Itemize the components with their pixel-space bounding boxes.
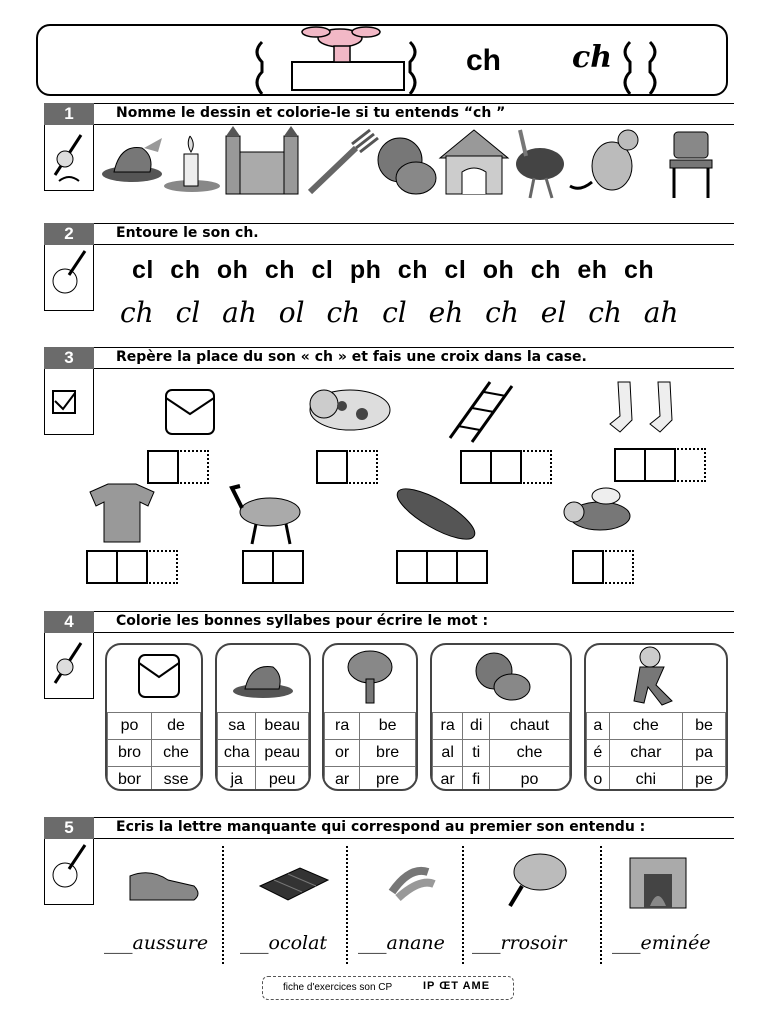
footer-logo: IP ŒT AME <box>423 980 491 992</box>
syllable[interactable]: di <box>463 713 490 740</box>
syllable[interactable]: ra <box>433 713 463 740</box>
syllable[interactable]: che <box>490 740 570 767</box>
syllable[interactable]: be <box>360 713 416 740</box>
syllable[interactable]: ja <box>218 767 256 792</box>
exercise5-pictures <box>110 846 730 916</box>
artichoke-icon <box>378 138 436 194</box>
word-separator <box>222 846 224 964</box>
section-3-instruction: Repère la place du son « ch » et fais une croix dans la case. <box>116 349 587 365</box>
scarf-icon <box>586 645 726 707</box>
footer-badge <box>262 976 514 1000</box>
pencil-icon <box>45 125 93 189</box>
watering-can-icon <box>510 854 566 906</box>
pencil-icon <box>45 245 93 309</box>
syllable-card-artichoke <box>430 643 572 791</box>
footer-text: fiche d'exercices son CP <box>283 982 393 993</box>
exercise3-pictures-row1 <box>80 376 720 446</box>
syllable[interactable]: or <box>325 740 360 767</box>
syllable[interactable]: peau <box>256 740 309 767</box>
exercise3-cells-shirt[interactable] <box>86 550 176 584</box>
chair-icon <box>670 132 712 198</box>
section-4-number: 4 <box>44 611 94 633</box>
syllable[interactable]: pa <box>683 740 726 767</box>
syllable-table <box>107 712 201 791</box>
section-2-instruction: Entoure le son ch. <box>116 225 259 241</box>
exercise2-print-syllables: cl ch oh ch cl ph ch cl oh ch eh ch <box>132 256 655 284</box>
syllable[interactable]: o <box>587 767 610 792</box>
word-separator <box>346 846 348 964</box>
pencil-icon <box>45 839 93 903</box>
cow-icon <box>310 390 390 430</box>
tree-icon <box>324 645 416 707</box>
syllable[interactable]: ar <box>325 767 360 792</box>
syllable[interactable]: bor <box>108 767 152 792</box>
section-1-instruction: Nomme le dessin et colorie-le si tu entends “ch ” <box>116 105 506 121</box>
exercise3-cells-socks[interactable] <box>614 448 704 482</box>
kennel-icon <box>440 130 508 194</box>
exercise3-cells-bee[interactable] <box>572 550 632 584</box>
missing-letter-word[interactable]: ___ocolat <box>240 932 328 954</box>
syllable[interactable]: po <box>108 713 152 740</box>
section-4-instruction: Colorie les bonnes syllabes pour écrire le mot : <box>116 613 489 629</box>
syllable[interactable]: chaut <box>490 713 570 740</box>
syllable-table <box>324 712 416 791</box>
exercise3-pictures-row2 <box>80 478 720 548</box>
section-1-number: 1 <box>44 103 94 125</box>
exercise2-cursive-syllables: ch cl ah ol ch cl eh ch el ch ah <box>120 296 679 329</box>
missing-letter-word[interactable]: ___anane <box>358 932 445 954</box>
syllable[interactable]: peu <box>256 767 309 792</box>
section-2-side-box <box>44 245 94 311</box>
section-2-number: 2 <box>44 223 94 245</box>
syllable-table <box>586 712 726 791</box>
syllable[interactable]: che <box>152 740 201 767</box>
kangaroo-icon <box>570 130 638 190</box>
section-1-side-box <box>44 125 94 191</box>
pencil-icon <box>45 633 93 697</box>
syllable-card-scarf <box>584 643 728 791</box>
syllable[interactable]: char <box>609 740 682 767</box>
pocket-icon <box>107 645 201 707</box>
syllable[interactable]: ti <box>463 740 490 767</box>
castle-icon <box>226 126 298 194</box>
socks-icon <box>610 382 672 432</box>
artichoke-icon <box>432 645 570 707</box>
chocolate-icon <box>260 868 328 900</box>
ladder-icon <box>450 382 512 442</box>
section-5-number: 5 <box>44 817 94 839</box>
puzzle-title-icon <box>250 22 680 100</box>
ostrich-icon <box>516 130 564 198</box>
syllable[interactable]: chi <box>609 767 682 792</box>
banana-icon <box>392 871 434 898</box>
pocket-icon <box>166 390 214 434</box>
missing-letter-word[interactable]: ___aussure <box>104 932 209 954</box>
syllable-table <box>432 712 570 791</box>
syllable[interactable]: a <box>587 713 610 740</box>
syllable[interactable]: bro <box>108 740 152 767</box>
hat-icon <box>217 645 309 707</box>
fork-icon <box>310 130 378 192</box>
missing-letter-word[interactable]: ___rrosoir <box>472 932 567 954</box>
hat-icon <box>102 138 162 182</box>
shirt-icon <box>90 484 154 542</box>
syllable[interactable]: be <box>683 713 726 740</box>
syllable[interactable]: é <box>587 740 610 767</box>
shoe-icon <box>130 873 198 900</box>
syllable[interactable]: po <box>490 767 570 792</box>
syllable[interactable]: de <box>152 713 201 740</box>
word-separator <box>462 846 464 964</box>
title-cursive-ch: ch <box>572 40 613 75</box>
syllable[interactable]: sa <box>218 713 256 740</box>
candle-icon <box>164 136 220 192</box>
section-3-number: 3 <box>44 347 94 369</box>
bee-icon <box>564 488 630 530</box>
section-5-side-box <box>44 839 94 905</box>
syllable[interactable]: pre <box>360 767 416 792</box>
syllable[interactable]: che <box>609 713 682 740</box>
syllable-card-tree <box>322 643 418 791</box>
syllable[interactable]: beau <box>256 713 309 740</box>
exercise3-cells-camel[interactable] <box>242 550 302 584</box>
syllable[interactable]: ar <box>433 767 463 792</box>
missing-letter-word[interactable]: ___eminée <box>612 932 711 954</box>
syllable[interactable]: al <box>433 740 463 767</box>
section-5-instruction: Ecris la lettre manquante qui correspond au premier son entendu : <box>116 819 646 835</box>
section-4-side-box <box>44 633 94 699</box>
syllable[interactable]: pe <box>683 767 726 792</box>
syllable-card-pocket <box>105 643 203 791</box>
syllable[interactable]: cha <box>218 740 256 767</box>
syllable-card-hat <box>215 643 311 791</box>
word-separator <box>600 846 602 964</box>
fireplace-icon <box>630 858 686 908</box>
camel-icon <box>232 486 300 544</box>
syllable[interactable]: sse <box>152 767 201 792</box>
gherkin-icon <box>391 480 481 548</box>
title-print-ch: ch <box>466 44 502 77</box>
syllable[interactable]: fi <box>463 767 490 792</box>
syllable-table <box>217 712 309 791</box>
syllable[interactable]: ra <box>325 713 360 740</box>
syllable[interactable]: bre <box>360 740 416 767</box>
exercise3-cells-gherkin[interactable] <box>396 550 486 584</box>
exercise1-pictures <box>100 126 720 202</box>
